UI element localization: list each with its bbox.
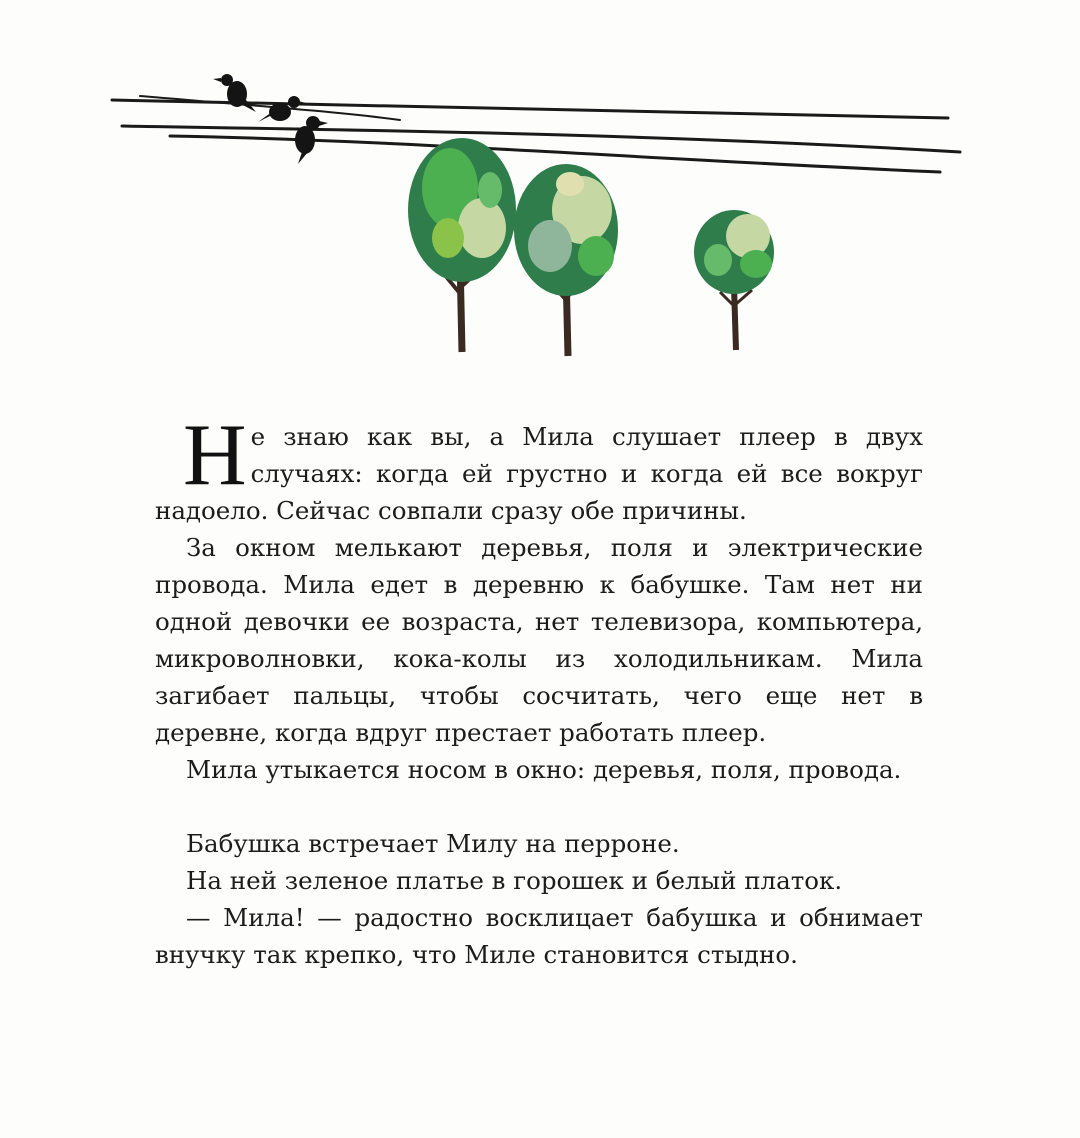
paragraph-1-text: е знаю как вы, а Мила слушает плеер в двух случаях: когда ей грустно и когда ей все вокруг надоело. Сейчас совпали сразу обе причины. [155, 422, 923, 525]
tree-icon [514, 164, 618, 356]
bird-on-wire-icon [213, 74, 256, 112]
story-text [155, 407, 923, 973]
power-lines [112, 96, 960, 172]
paragraph-6: — Мила! — радостно восклицает бабушка и обнимает внучку так крепко, что Миле становится стыдно. [155, 903, 923, 969]
paragraph-5: На ней зеленое платье в горошек и белый платок. [186, 866, 843, 895]
paragraph-gap [155, 788, 923, 825]
paragraph-2: За окном мелькают деревья, поля и электрические провода. Мила едет в деревню к бабушке. Там нет ни одной девочки ее возраста, нет телевизора, компьютера, микроволновки, кока-колы из холодильникам. Мила загибает пальцы, чтобы сосчитать, чего еще нет в деревне, когда вдруг престает работать плеер. [155, 533, 923, 747]
tree-icon [408, 138, 516, 352]
dropcap-letter: Н [183, 407, 247, 504]
illustration-wires-birds-trees [100, 60, 980, 370]
paragraph-1 [155, 407, 923, 529]
paragraph-3: Мила утыкается носом в окно: деревья, поля, провода. [186, 755, 902, 784]
tree-icon [694, 210, 774, 350]
paragraph-4: Бабушка встречает Милу на перроне. [186, 829, 680, 858]
